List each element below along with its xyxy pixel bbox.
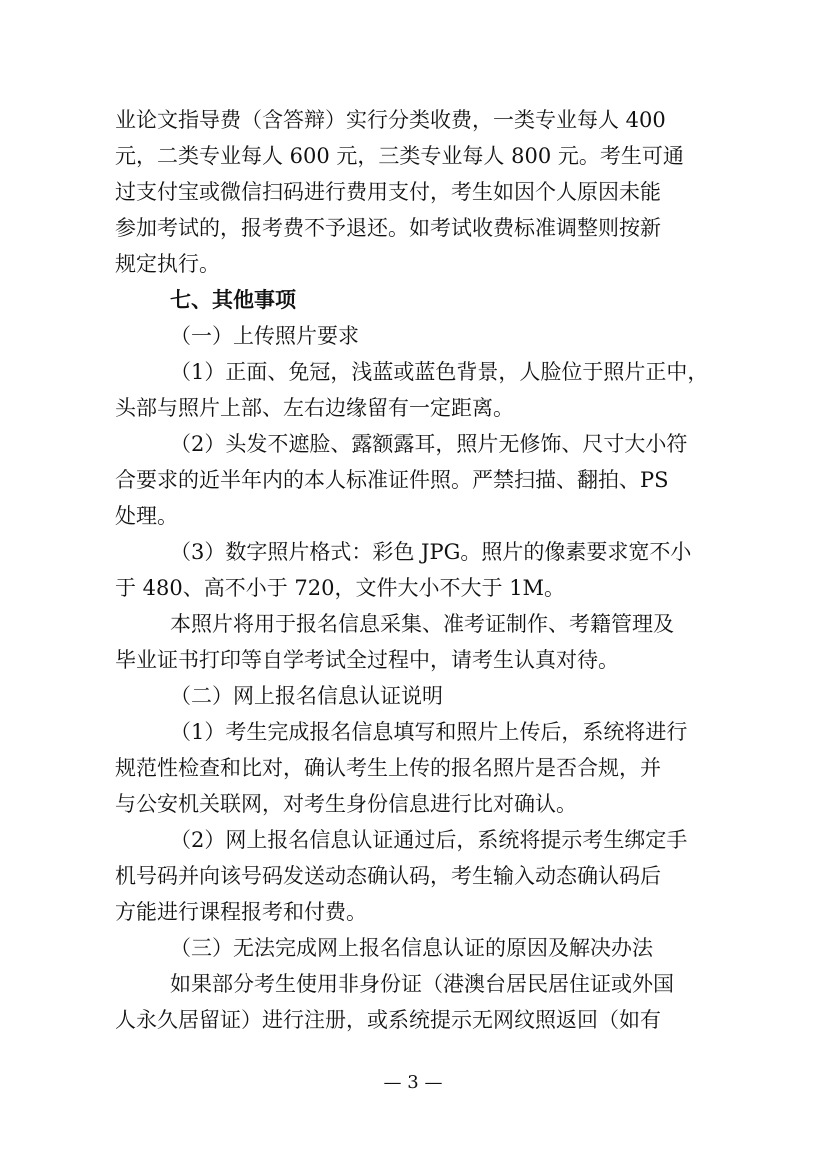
text-line: 规范性检查和比对，确认考生上传的报名照片是否合规，并 [115,756,661,780]
text-line: （2）网上报名信息认证通过后，系统将提示考生绑定手 [170,828,688,852]
subsection-heading: （一）上传照片要求 [170,324,359,348]
text-line: 机号码并向该号码发送动态确认码，考生输入动态确认码后 [115,864,661,888]
text-line: 头部与照片上部、左右边缘留有一定距离。 [115,396,514,420]
section-heading: 七、其他事项 [170,288,296,312]
text-line: （1）考生完成报名信息填写和照片上传后，系统将进行 [170,720,688,744]
page-number: — 3 — [383,1072,443,1093]
subsection-heading: （三）无法完成网上报名信息认证的原因及解决办法 [170,936,653,960]
text-line: （1）正面、免冠，浅蓝或蓝色背景，人脸位于照片正中， [170,360,709,384]
text-line: 元，二类专业每人 600 元，三类专业每人 800 元。考生可通 [115,144,684,168]
subsection-heading: （二）网上报名信息认证说明 [170,684,443,708]
text-line: 于 480、高不小于 720，文件大小不大于 1M。 [115,576,566,600]
text-line: （2）头发不遮脸、露额露耳，照片无修饰、尺寸大小符 [170,432,688,456]
text-line: 如果部分考生使用非身份证（港澳台居民居住证或外国 [170,972,674,996]
text-line: 方能进行课程报考和付费。 [115,900,367,924]
text-line: 过支付宝或微信扫码进行费用支付，考生如因个人原因未能 [115,180,661,204]
text-line: 合要求的近半年内的本人标准证件照。严禁扫描、翻拍、PS [115,468,669,492]
text-line: （3）数字照片格式：彩色 JPG。照片的像素要求宽不小 [170,540,692,564]
text-line: 人永久居留证）进行注册，或系统提示无网纹照返回（如有 [115,1008,661,1032]
text-line: 参加考试的，报考费不予退还。如考试收费标准调整则按新 [115,216,661,240]
text-line: 业论文指导费（含答辩）实行分类收费，一类专业每人 400 [115,108,666,132]
text-line: 本照片将用于报名信息采集、准考证制作、考籍管理及 [170,612,674,636]
text-line: 处理。 [115,504,178,528]
text-line: 与公安机关联网，对考生身份信息进行比对确认。 [115,792,577,816]
text-line: 毕业证书打印等自学考试全过程中，请考生认真对待。 [115,648,619,672]
text-line: 规定执行。 [115,252,220,276]
